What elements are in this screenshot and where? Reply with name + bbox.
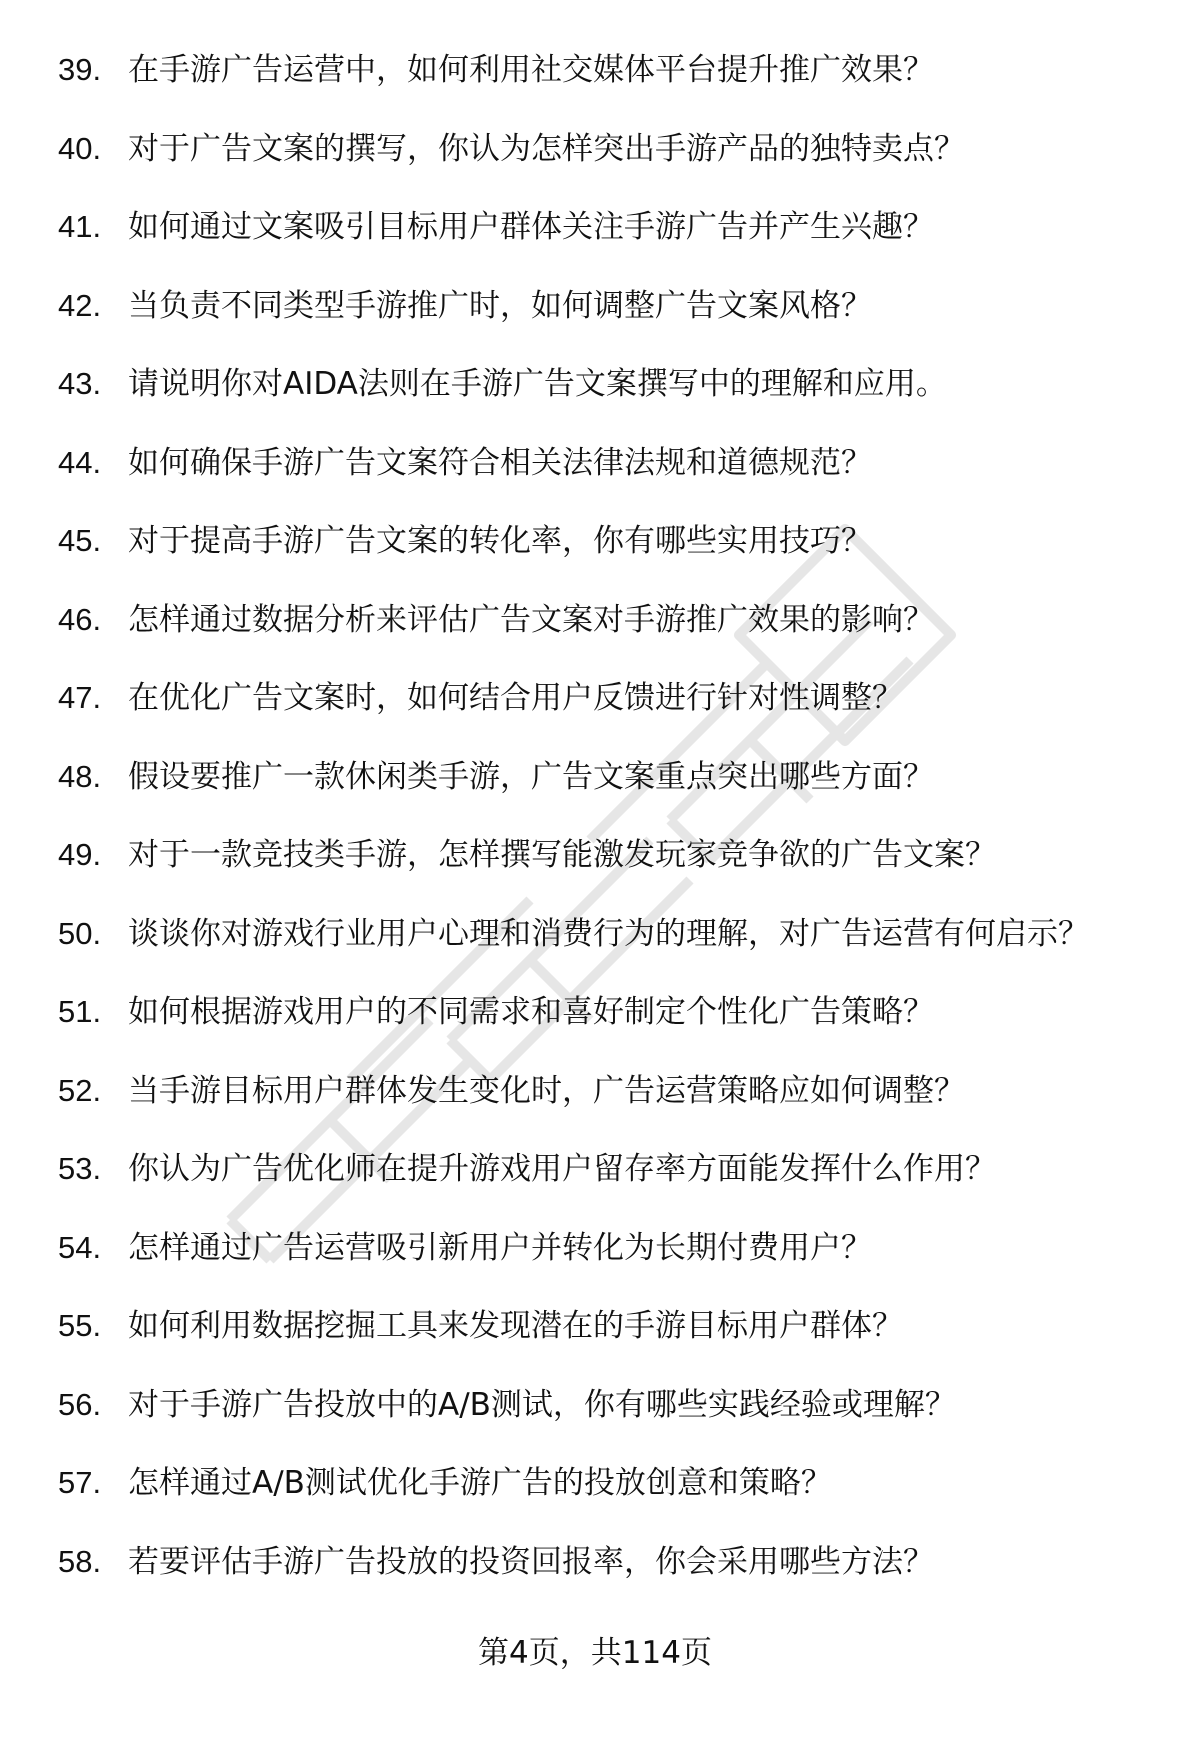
question-text: 当负责不同类型手游推广时，如何调整广告文案风格？	[128, 287, 872, 324]
question-text: 怎样通过广告运营吸引新用户并转化为长期付费用户？	[128, 1229, 872, 1266]
question-text: 如何根据游戏用户的不同需求和喜好制定个性化广告策略？	[128, 994, 934, 1030]
question-item	[58, 1542, 1148, 1582]
question-text: 请说明你对AIDA法则在手游广告文案撰写中的理解和应用。	[128, 366, 947, 402]
question-text: 如何通过文案吸引目标用户群体关注手游广告并产生兴趣？	[128, 209, 934, 245]
question-text: 当手游目标用户群体发生变化时，广告运营策略应如何调整？	[128, 1072, 965, 1109]
question-number: 40.	[58, 130, 102, 166]
question-number: 51.	[58, 994, 102, 1029]
question-item	[58, 678, 1148, 718]
question-text: 怎样通过A/B测试优化手游广告的投放创意和策略？	[128, 1465, 832, 1501]
question-number: 52.	[58, 1072, 102, 1108]
question-item	[58, 1463, 1148, 1503]
question-item	[58, 1306, 1148, 1346]
question-text: 如何确保手游广告文案符合相关法律法规和道德规范？	[128, 444, 872, 481]
question-number: 44.	[58, 444, 102, 480]
page-number: 第4页，共114页	[478, 1635, 712, 1671]
question-number: 58.	[58, 1543, 102, 1579]
question-number: 54.	[58, 1229, 102, 1265]
question-item	[58, 1071, 1148, 1111]
question-item	[58, 443, 1148, 483]
question-item	[58, 600, 1148, 640]
question-item	[58, 992, 1148, 1032]
question-number: 57.	[58, 1465, 102, 1500]
question-text: 假设要推广一款休闲类手游，广告文案重点突出哪些方面？	[128, 758, 934, 795]
question-text: 若要评估手游广告投放的投资回报率，你会采用哪些方法？	[128, 1543, 934, 1580]
question-list	[58, 50, 1148, 1620]
question-item	[58, 1385, 1148, 1425]
question-number: 53.	[58, 1151, 102, 1186]
question-number: 45.	[58, 523, 102, 558]
question-item	[58, 207, 1148, 247]
question-item	[58, 50, 1148, 90]
question-item	[58, 1149, 1148, 1189]
question-number: 42.	[58, 287, 102, 323]
question-number: 47.	[58, 680, 102, 715]
question-text: 在手游广告运营中，如何利用社交媒体平台提升推广效果？	[128, 52, 934, 88]
question-number: 46.	[58, 601, 102, 637]
question-item	[58, 1228, 1148, 1268]
question-item	[58, 364, 1148, 404]
question-item	[58, 286, 1148, 326]
question-text: 对于提高手游广告文案的转化率，你有哪些实用技巧？	[128, 523, 872, 559]
question-text: 对于一款竞技类手游，怎样撰写能激发玩家竞争欲的广告文案？	[128, 837, 996, 873]
question-number: 50.	[58, 915, 102, 951]
question-text: 谈谈你对游戏行业用户心理和消费行为的理解，对广告运营有何启示？	[128, 915, 1089, 952]
question-item	[58, 914, 1148, 954]
question-text: 在优化广告文案时，如何结合用户反馈进行针对性调整？	[128, 680, 903, 716]
question-text: 如何利用数据挖掘工具来发现潜在的手游目标用户群体？	[128, 1308, 903, 1344]
question-number: 41.	[58, 209, 102, 244]
question-item	[58, 129, 1148, 169]
question-item	[58, 835, 1148, 875]
question-text: 你认为广告优化师在提升游戏用户留存率方面能发挥什么作用？	[128, 1151, 996, 1187]
question-item	[58, 521, 1148, 561]
question-text: 对于广告文案的撰写，你认为怎样突出手游产品的独特卖点？	[128, 130, 965, 167]
question-item	[58, 757, 1148, 797]
question-text: 怎样通过数据分析来评估广告文案对手游推广效果的影响？	[128, 601, 934, 638]
question-number: 39.	[58, 52, 102, 87]
question-number: 55.	[58, 1308, 102, 1343]
question-number: 48.	[58, 758, 102, 794]
question-number: 49.	[58, 837, 102, 872]
question-text: 对于手游广告投放中的A/B测试，你有哪些实践经验或理解？	[128, 1386, 956, 1423]
question-number: 56.	[58, 1386, 102, 1422]
question-number: 43.	[58, 366, 102, 401]
